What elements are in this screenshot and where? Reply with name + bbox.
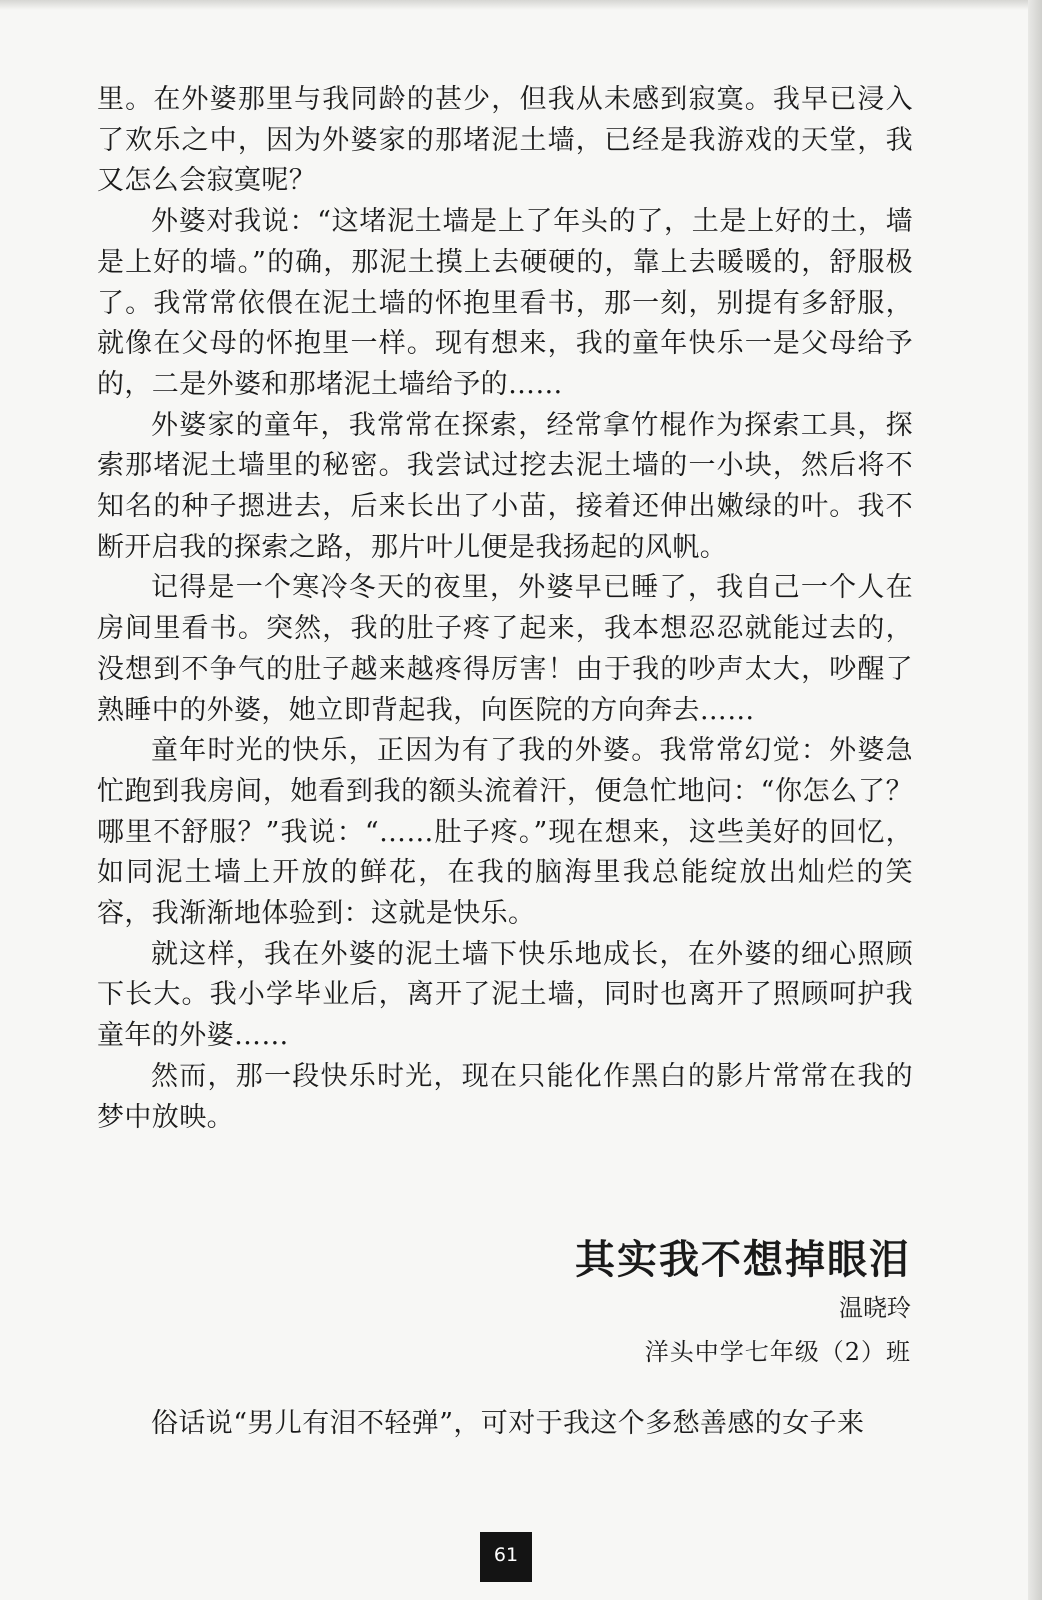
paragraph-5: 童年时光的快乐，正因为有了我的外婆。我常常幻觉：外婆急忙跑到我房间，她看到我的额头流着汗，便急忙地问：“你怎么了？哪里不舒服？”我说：“……肚子疼。”现在想来，这些美好的回忆，如同泥土墙上开放的鲜花，在我的脑海里我总能绽放出灿烂的笑容，我渐渐地体验到：这就是快乐。 [97,735,913,930]
paragraph-4: 记得是一个寒冷冬天的夜里，外婆早已睡了，我自己一个人在房间里看书。突然，我的肚子疼了起来，我本想忍忍就能过去的，没想到不争气的肚子越来越疼得厉害！由于我的吵声太大，吵醒了熟睡中的外婆，她立即背起我，向医院的方向奔去…… [97,572,913,726]
paragraph-7: 然而，那一段快乐时光，现在只能化作黑白的影片常常在我的梦中放映。 [97,1060,913,1133]
paragraph-6: 就这样，我在外婆的泥土墙下快乐地成长，在外婆的细心照顾下长大。我小学毕业后，离开了泥土墙，同时也离开了照顾呵护我童年的外婆…… [97,938,913,1052]
page-number: 61 [480,1532,532,1582]
author-name: 温晓玲 [839,1294,911,1322]
article-title: 其实我不想掉眼泪 [575,1237,911,1283]
page-edge [1028,0,1042,1600]
scan-top-shadow [0,0,1042,10]
paragraph-3: 外婆家的童年，我常常在探索，经常拿竹棍作为探索工具，探索那堵泥土墙里的秘密。我尝试过挖去泥土墙的一小块，然后将不知名的种子摁进去，后来长出了小苗，接着还伸出嫩绿的叶。我不断开启我的探索之路，那片叶儿便是我扬起的风帆。 [97,409,913,563]
paragraph-1: 里。在外婆那里与我同龄的甚少，但我从未感到寂寞。我早已浸入了欢乐之中，因为外婆家的那堵泥土墙，已经是我游戏的天堂，我又怎么会寂寞呢？ [97,84,913,197]
article-body [97,80,913,1138]
paragraph-2: 外婆对我说：“这堵泥土墙是上了年头的了，土是上好的土，墙是上好的墙。”的确，那泥土摸上去硬硬的，靠上去暖暖的，舒服极了。我常常依偎在泥土墙的怀抱里看书，那一刻，别提有多舒服，就像在父母的怀抱里一样。现有想来，我的童年快乐一是父母给予的，二是外婆和那堵泥土墙给予的…… [97,206,913,400]
author-class: 洋头中学七年级（2）班 [644,1338,911,1366]
next-article-first-line: 俗话说“男儿有泪不轻弹”，可对于我这个多愁善感的女子来 [151,1408,865,1439]
